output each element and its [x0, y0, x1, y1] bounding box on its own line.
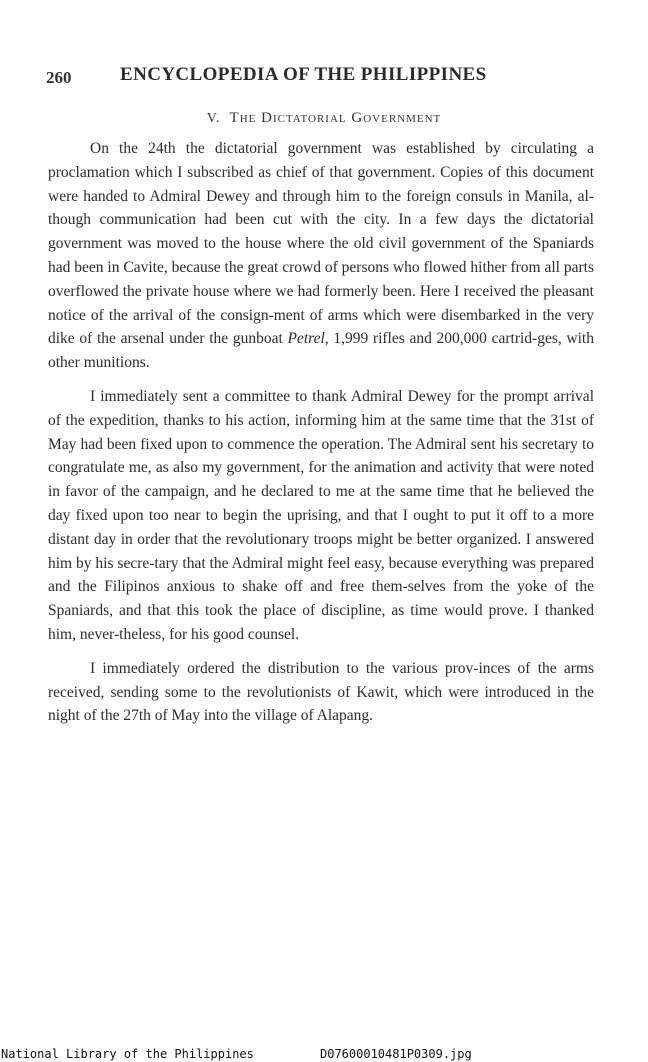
section-heading [0, 110, 648, 127]
ship-name: Petrel [287, 330, 325, 348]
section-title: The Dictatorial Government [229, 110, 442, 126]
library-credit: National Library of the Philippines [1, 1047, 254, 1061]
section-numeral: V. [206, 111, 221, 126]
paragraph-1-text: On the 24th the dictatorial government was established by circulating a proclamation which I subscribed as chief of that government. Copies of this document were handed to Admiral Dewey and through him to the foreign consuls in Manila, al-though communication had been cut with the city. In a few days the dictatorial government was moved to the house where the old civil government of the Spaniards had been in Cavite, because the great crowd of persons who flowed hither from all parts overflowed the private house where we had formerly been. Here I received the pleasant notice of the arrival of the consign-ment of arms which were disembarked in the very dike of the arsenal under the gunboat [48, 140, 594, 348]
paragraph-1 [48, 137, 594, 375]
page-number: 260 [46, 68, 72, 87]
book-title: ENCYCLOPEDIA OF THE PHILIPPINES [120, 64, 487, 85]
paragraph-1-text-end: , 1,999 rifles and 200,000 cartrid-ges, with other munitions. [48, 330, 594, 372]
paragraph-2: I immediately sent a committee to thank Admiral Dewey for the prompt arrival of the expedition, thanks to his action, informing him at the same time that the 31st of May had been fixed upon to commence the operation. The Admiral sent his secretary to congratulate me, as also my government, for the animation and activity that were noted in favor of the campaign, and he declared to me at the same time that he believed the day fixed upon too near to begin the uprising, and that I ought to put it off to a more distant day in order that the revolutionary troops might be better organized. I answered him by his secre-tary that the Admiral might feel easy, because everything was prepared and the Filipinos anxious to shake off and free them-selves from the yoke of the Spaniards, and that this took the place of discipline, as time would prove. I thanked him, never-theless, for his good counsel. [48, 387, 594, 643]
running-head [46, 64, 566, 92]
body-text [48, 137, 594, 738]
scan-footer [0, 1046, 648, 1062]
paragraph-3: I immediately ordered the distribution to the various prov-inces of the arms received, sending some to the revolutionists of Kawit, which were introduced in the night of the 27th of May into the village of Alapang. [48, 659, 594, 725]
image-filename: D07600010481P0309.jpg [320, 1047, 472, 1061]
